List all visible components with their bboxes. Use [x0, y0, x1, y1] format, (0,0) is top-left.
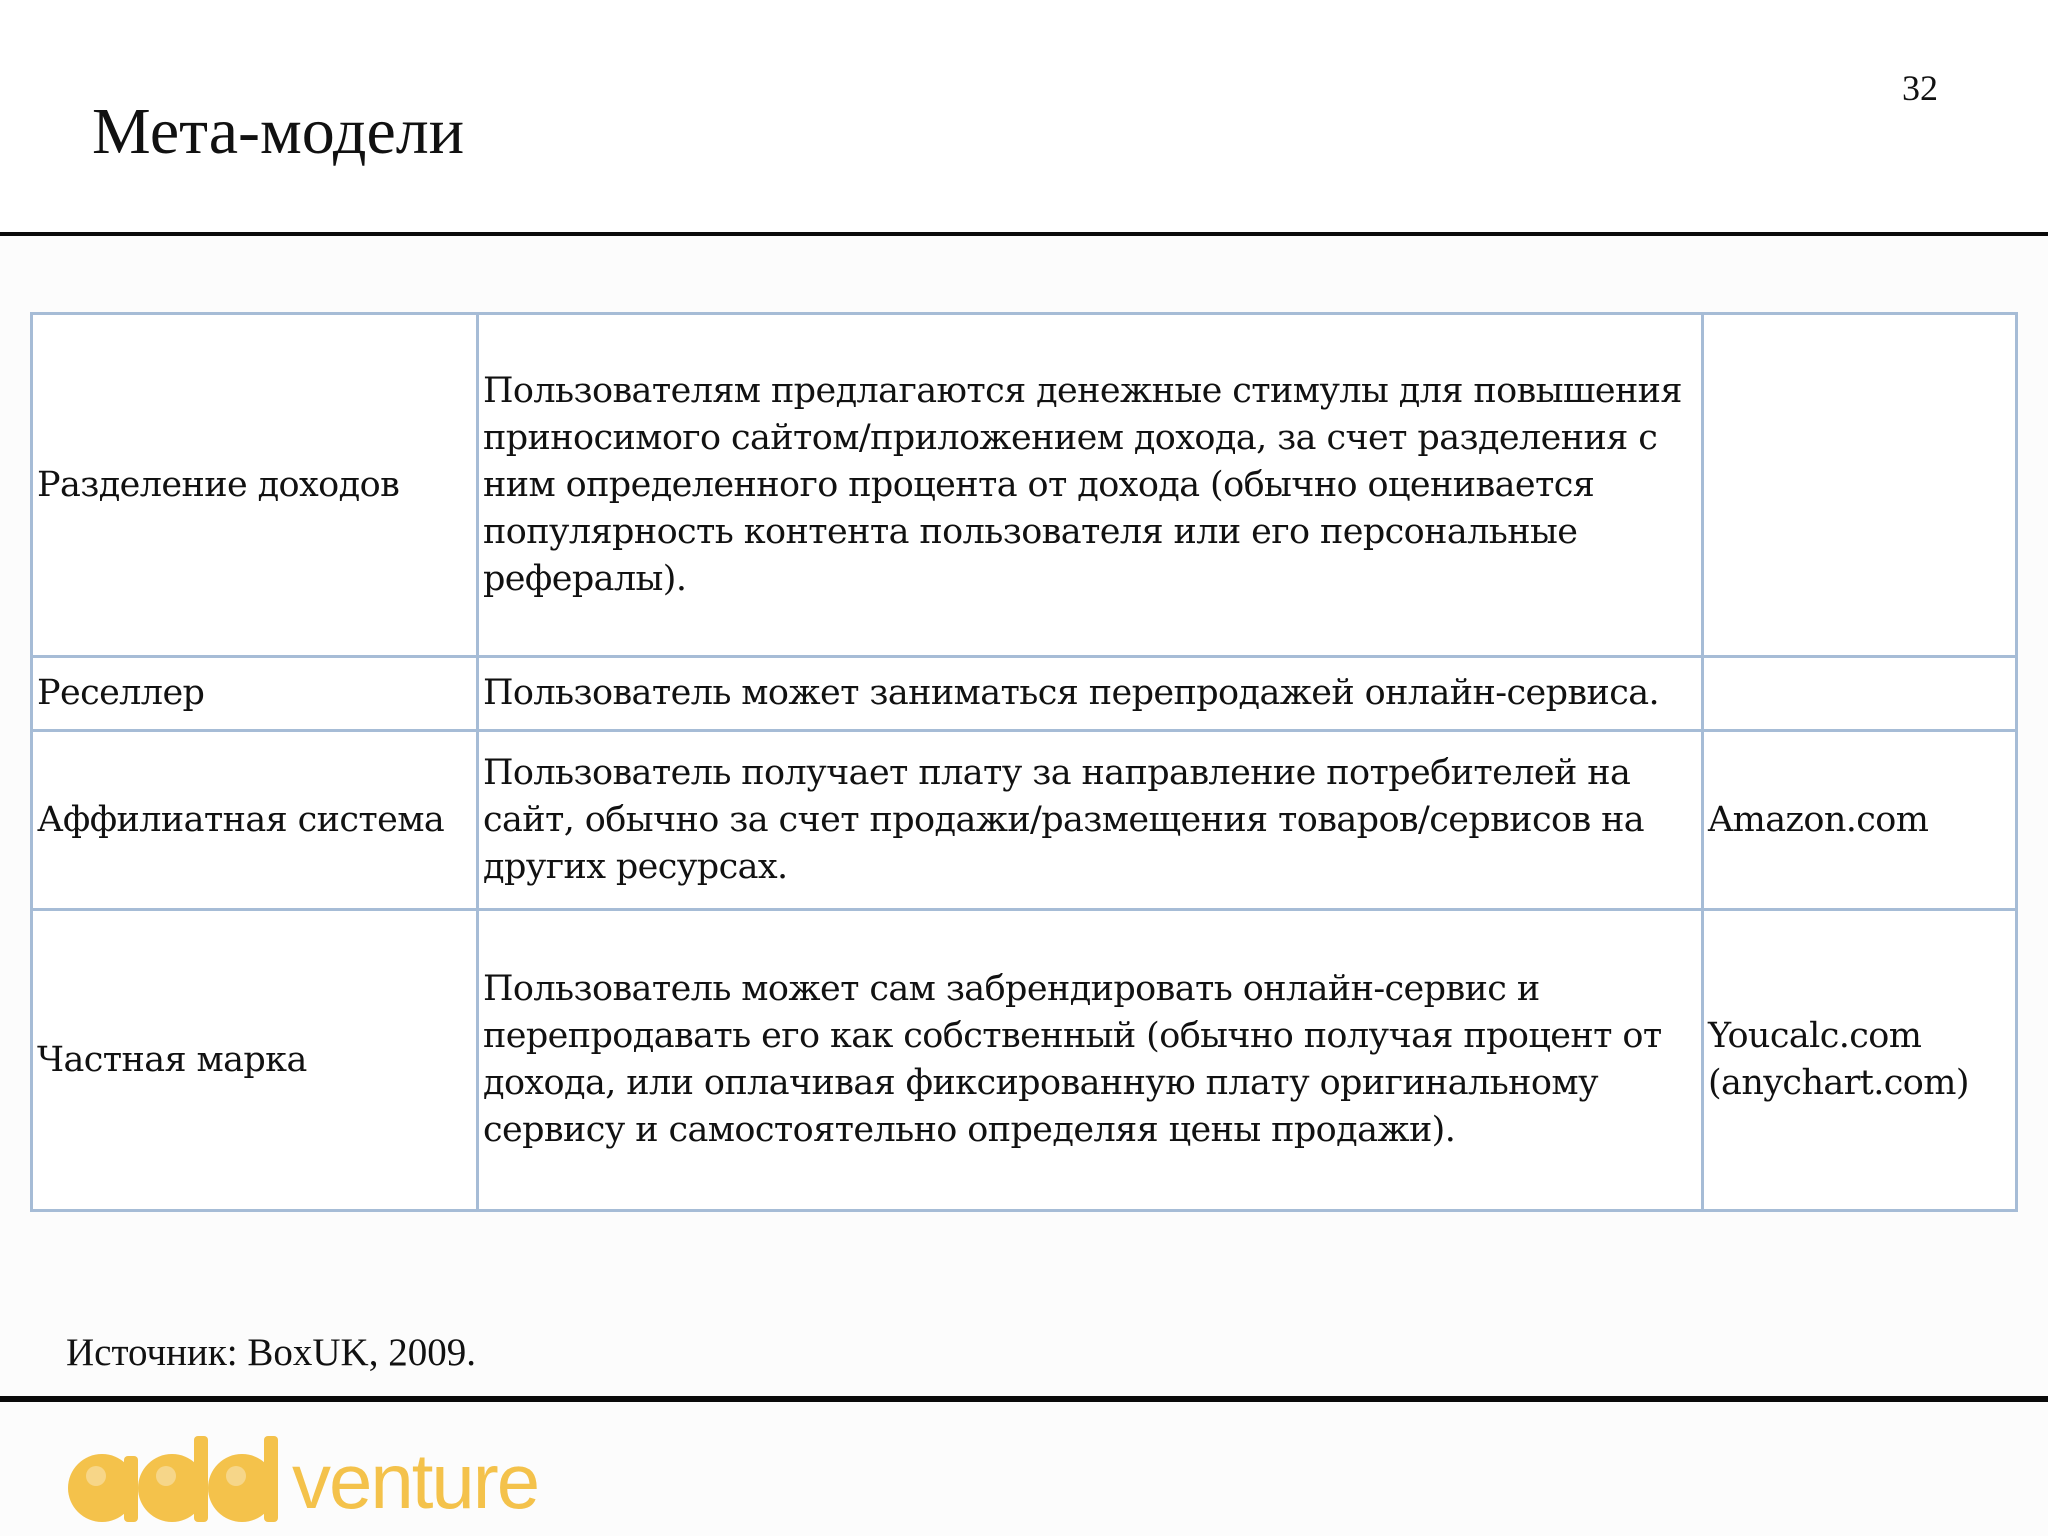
model-example: Amazon.com [1703, 731, 2017, 910]
top-divider [0, 232, 2048, 236]
model-description: Пользователь может сам забрендировать онлайн-сервис и перепродавать его как собственный (обычно получая процент от дохода, или оплачивая фиксированную плату оригинальному сервису и самостоятельно определяя цены продажи). [478, 910, 1703, 1211]
table-row [32, 657, 2017, 731]
meta-models-table [30, 312, 2018, 1212]
model-description: Пользователь получает плату за направление потребителей на сайт, обычно за счет продажи/размещения товаров/сервисов на других ресурсах. [478, 731, 1703, 910]
model-name: Реселлер [32, 657, 478, 731]
logo-wordmark: venture [292, 1437, 539, 1525]
slide-title: Мета-модели [92, 95, 465, 168]
model-description: Пользователь может заниматься перепродажей онлайн-сервиса. [478, 657, 1703, 731]
model-example: Youcalc.com (anychart.com) [1703, 910, 2017, 1211]
table-row [32, 731, 2017, 910]
model-name: Разделение доходов [32, 314, 478, 657]
source-note: Источник: BoxUK, 2009. [66, 1331, 476, 1374]
page-number: 32 [1902, 68, 1938, 108]
table-row [32, 314, 2017, 657]
model-example [1703, 657, 2017, 731]
addventure-logo [66, 1436, 538, 1526]
bottom-divider [0, 1396, 2048, 1402]
add-logo-mark [66, 1436, 280, 1526]
model-name: Частная марка [32, 910, 478, 1211]
model-name: Аффилиатная система [32, 731, 478, 910]
model-description: Пользователям предлагаются денежные стимулы для повышения приносимого сайтом/приложением дохода, за счет разделения с ним определенного процента от дохода (обычно оценивается популярность контента пользователя или его персональные рефералы). [478, 314, 1703, 657]
table-row [32, 910, 2017, 1211]
model-example [1703, 314, 2017, 657]
